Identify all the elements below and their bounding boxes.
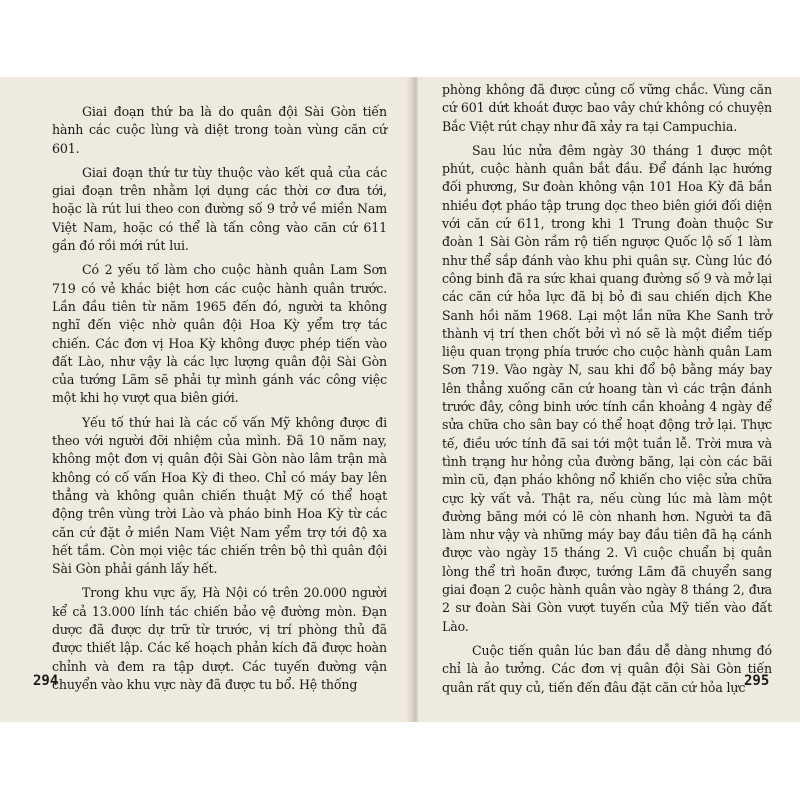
paragraph: Yếu tố thứ hai là các cố vấn Mỹ không được đi theo với người đỡi nhiệm của mình. Đã 10 năm nay, không một đơn vị quân đội Sài Gòn nào lâm trận mà không có cố vấn Hoa Kỳ đi theo. Chỉ có máy bay lên thẳng và không quân chiến thuật Mỹ có thể hoạt động trên vùng trời Lào và pháo binh Hoa Kỳ từ các căn cứ đặt ở miền Nam Việt Nam yểm trợ tới độ xa hết tầm. Còn mọi việc tác chiến trên bộ thì quân đội Sài Gòn phải gánh lấy hết. <box>52 414 387 577</box>
paragraph: Trong khu vực ấy, Hà Nội có trên 20.000 người kể cả 13.000 lính tác chiến bảo vệ đường mòn. Đạn dược đã được dự trữ từ trước, vị trí phòng thủ đã được thiết lập. Các kế hoạch phản kích đã được hoàn chỉnh và đem ra tập dượt. Các tuyến đường vận chuyển vào khu vực này đã được tu bổ. Hệ thống <box>52 585 387 692</box>
left-page-text <box>52 103 387 700</box>
paragraph: Giai đoạn thứ tư tùy thuộc vào kết quả của các giai đoạn trên nhằm lợi dụng các thời cơ đưa tới, hoặc là rút lui theo con đường số 9 trở về miền Nam Việt Nam, hoặc có thể là tấn công vào căn cứ 611 gần đó rồi mới rút lui. <box>52 164 387 254</box>
page-number: 295 <box>744 673 770 689</box>
right-page <box>418 77 800 722</box>
paragraph: Giai đoạn thứ ba là do quân đội Sài Gòn tiến hành các cuộc lùng và diệt trong toàn vùng căn cứ 601. <box>52 104 387 156</box>
paragraph: Cuộc tiến quân lúc ban đầu dễ dàng nhưng đó chỉ là ảo tưởng. Các đơn vị quân đội Sài Gòn tiến quân rất quy củ, tiến đến đâu đặt căn cứ hỏa lực <box>442 642 772 695</box>
paragraph: Sau lúc nửa đêm ngày 30 tháng 1 được một phút, cuộc hành quân bắt đầu. Để đánh lạc hướng đối phương, Sư đoàn không vận 101 Hoa Kỳ đã bắn nhiều đợt pháo tập trung dọc theo biên giới đối diện với căn cứ 611, trong khi 1 Trung đoàn thuộc Sư đoàn 1 Sài Gòn rầm rộ tiến ngược Quốc lộ số 1 làm như thể sắp đánh vào khu phi quân sự. Cùng lúc đó công binh đã ra sức khai quang đường số 9 và mở lại các căn cứ hỏa lực đã bị bỏ đi sau chiến dịch Khe Sanh hồi năm 1968. Lại một lần nữa Khe Sanh trở thành vị trí then chốt bởi vì nó sẽ là một điểm tiếp liệu quan trọng phía trước cho cuộc hành quân Lam Sơn 719. Vào ngày N, sau khi đổ bộ bằng máy bay lên thẳng xuống căn cứ hoang tàn vì các trận đánh trước đây, công binh ước tính cần khoảng 4 ngày để sửa chữa cho sân bay có thể hoạt động trở lại. Thực tế, điều ước tính đã sai tới một tuần lễ. Trời mưa và tình trạng hư hỏng của đường băng, lại còn các bãi mìn cũ, đạn pháo không nổ khiến cho việc sửa chữa cực kỳ vất vả. Thật ra, nếu cùng lúc mà làm một đường băng mới có lẽ còn nhanh hơn. Người ta đã làm như vậy và những máy bay đầu tiên đã hạ cánh được vào ngày 15 tháng 2. Vì cuộc chuẩn bị quân lòng thể trì hoãn được, tướng Lãm đã chuyển sang giai đoạn 2 cuộc hành quân vào ngày 8 tháng 2, đưa 2 sư đoàn Sài Gòn vượt tuyến của Mỹ tiến vào đất Lào. <box>442 142 772 634</box>
left-page <box>0 77 412 722</box>
paragraph: Có 2 yếu tố làm cho cuộc hành quân Lam Sơn 719 có vẻ khác biệt hơn các cuộc hành quân trước. Lần đầu tiên từ năm 1965 đến đó, người ta không nghĩ đến việc nhờ quân đội Hoa Kỳ yểm trợ tác chiến. Các đơn vị Hoa Kỳ không được phép tiến vào đất Lào, như vậy là các lực lượng quân đội Sài Gòn của tướng Lãm sẽ phải tự mình gánh vác công việc một khi họ vượt qua biên giới. <box>52 262 387 406</box>
page-number: 294 <box>33 673 59 689</box>
book-spread <box>0 77 800 722</box>
paragraph: phòng không đã được củng cố vững chắc. Vùng căn cứ 601 dứt khoát được bao vây chứ không có chuyện Bắc Việt rút chạy như đã xảy ra tại Campuchia. <box>442 82 772 134</box>
right-page-text <box>442 81 772 703</box>
